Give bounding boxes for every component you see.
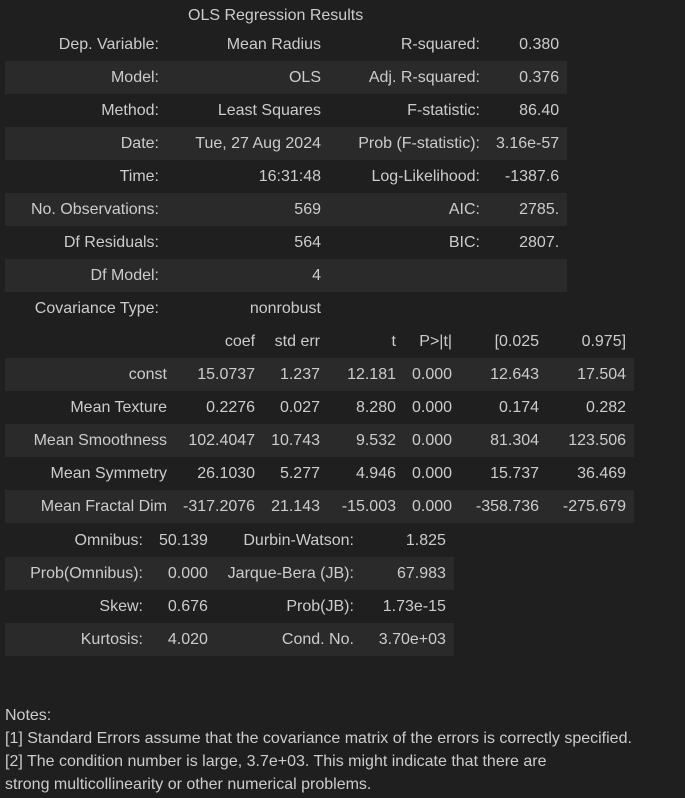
cell-value: OLS (167, 61, 329, 94)
diagnostics-row (5, 557, 454, 590)
coef-row (5, 358, 634, 391)
cell-value: 81.304 (460, 424, 547, 457)
cell-value: Df Model: (5, 259, 167, 292)
cell-value: F-statistic: (407, 101, 480, 119)
cell-value: 0.000 (404, 358, 460, 391)
coef-header-row (5, 325, 634, 358)
column-header: std err (274, 332, 320, 350)
cell-value: 50.139 (159, 531, 208, 549)
cell-value (329, 292, 488, 325)
cell-value: -1387.6 (504, 167, 560, 185)
cell-value: -15.003 (328, 490, 404, 523)
coef-row (5, 457, 634, 490)
cell-value: 0.676 (167, 597, 208, 615)
model-summary-table (5, 28, 567, 325)
summary-row (5, 226, 567, 259)
cell-value (488, 292, 567, 325)
column-header: P>|t| (419, 332, 453, 350)
cell-value: 86.40 (519, 101, 560, 119)
cell-value: Model: (5, 61, 167, 94)
cell-value: Date: (5, 127, 167, 160)
diagnostics-row (5, 623, 454, 656)
cell-value: 4.946 (355, 464, 396, 482)
coef-row (5, 490, 634, 523)
cell-value: 102.4047 (175, 424, 263, 457)
cell-value: 3.16e-57 (488, 127, 567, 160)
cell-value: Omnibus: (74, 531, 143, 549)
cell-value: No. Observations: (5, 193, 167, 226)
cell-value: 36.469 (577, 464, 627, 482)
cell-value: Mean Radius (226, 35, 321, 53)
cell-value: Kurtosis: (5, 623, 151, 656)
cell-value: 26.1030 (197, 464, 256, 482)
cell-value: 0.000 (404, 490, 460, 523)
notes-heading: Notes: (5, 707, 52, 724)
cell-value: AIC: (329, 193, 488, 226)
coef-row (5, 391, 634, 424)
cell-value: R-squared: (400, 35, 480, 53)
cell-value: 3.70e+03 (362, 623, 454, 656)
cell-value: 2785. (488, 193, 567, 226)
note-line: [1] Standard Errors assume that the covariance matrix of the errors is correctly specified. (5, 730, 632, 747)
summary-row (5, 292, 567, 325)
row-label: Mean Symmetry (50, 464, 167, 482)
cell-value: Covariance Type: (34, 299, 159, 317)
cell-value: BIC: (448, 233, 480, 251)
column-header (5, 325, 175, 358)
cell-value: 1.73e-15 (382, 597, 446, 615)
cell-value: Jarque-Bera (JB): (216, 557, 362, 590)
cell-value: Prob(Omnibus): (5, 557, 151, 590)
summary-row (5, 28, 567, 61)
cell-value: 123.506 (547, 424, 634, 457)
cell-value: Adj. R-squared: (329, 61, 488, 94)
cell-value: Prob(JB): (286, 597, 354, 615)
cell-value: 1.825 (405, 531, 446, 549)
cell-value: 4 (167, 259, 329, 292)
summary-row (5, 127, 567, 160)
cell-value: 0.380 (519, 35, 560, 53)
cell-value: 0.282 (586, 398, 627, 416)
cell-value: -275.679 (547, 490, 634, 523)
diagnostics-row (5, 590, 454, 623)
table-caption: OLS Regression Results (188, 7, 364, 24)
cell-value: 0.000 (412, 464, 453, 482)
cell-value: -358.736 (460, 490, 547, 523)
cell-value: 4.020 (151, 623, 216, 656)
summary-row (5, 160, 567, 193)
cell-value: 10.743 (263, 424, 328, 457)
summary-row (5, 94, 567, 127)
row-label: const (5, 358, 175, 391)
cell-value: 0.174 (499, 398, 540, 416)
cell-value: 0.000 (151, 557, 216, 590)
cell-value: 21.143 (263, 490, 328, 523)
cell-value: Tue, 27 Aug 2024 (167, 127, 329, 160)
notes-section (5, 704, 685, 796)
cell-value: Method: (101, 101, 159, 119)
cell-value: 17.504 (547, 358, 634, 391)
cell-value: 9.532 (328, 424, 404, 457)
column-header: [0.025 (494, 332, 540, 350)
note-line: strong multicollinearity or other numerical problems. (5, 776, 372, 793)
row-label: Mean Texture (70, 398, 167, 416)
cell-value: Skew: (99, 597, 143, 615)
cell-value: 0.2276 (206, 398, 256, 416)
diagnostics-table (5, 524, 454, 656)
cell-value: 15.0737 (175, 358, 263, 391)
cell-value: Df Residuals: (63, 233, 159, 251)
cell-value: 0.000 (404, 424, 460, 457)
column-header: t (391, 332, 396, 350)
cell-value: Log-Likelihood: (371, 167, 480, 185)
cell-value: 0.376 (488, 61, 567, 94)
row-label: Mean Fractal Dim (5, 490, 175, 523)
summary-row (5, 61, 567, 94)
column-header: 0.975] (581, 332, 627, 350)
cell-value: 8.280 (355, 398, 396, 416)
cell-value: 67.983 (362, 557, 454, 590)
note-line: [2] The condition number is large, 3.7e+03. This might indicate that there are (5, 753, 547, 770)
cell-value: 5.277 (279, 464, 320, 482)
cell-value: -317.2076 (175, 490, 263, 523)
cell-value (329, 259, 488, 292)
summary-row (5, 259, 567, 292)
cell-value: 12.181 (328, 358, 404, 391)
cell-value (488, 259, 567, 292)
cell-value: Prob (F-statistic): (329, 127, 488, 160)
cell-value: 0.027 (279, 398, 320, 416)
row-label: Mean Smoothness (5, 424, 175, 457)
cell-value: Dep. Variable: (58, 35, 159, 53)
summary-row (5, 193, 567, 226)
cell-value: Cond. No. (216, 623, 362, 656)
column-header: coef (224, 332, 256, 350)
cell-value: 12.643 (460, 358, 547, 391)
cell-value: Time: (119, 167, 159, 185)
coefficients-table (5, 325, 634, 523)
cell-value: 0.000 (412, 398, 453, 416)
cell-value: 15.737 (490, 464, 540, 482)
cell-value: nonrobust (249, 299, 321, 317)
coef-row (5, 424, 634, 457)
cell-value: 2807. (519, 233, 560, 251)
cell-value: Least Squares (217, 101, 321, 119)
diagnostics-row (5, 524, 454, 557)
cell-value: 1.237 (263, 358, 328, 391)
cell-value: 564 (294, 233, 321, 251)
cell-value: 569 (167, 193, 329, 226)
cell-value: 16:31:48 (258, 167, 321, 185)
cell-value: Durbin-Watson: (243, 531, 354, 549)
